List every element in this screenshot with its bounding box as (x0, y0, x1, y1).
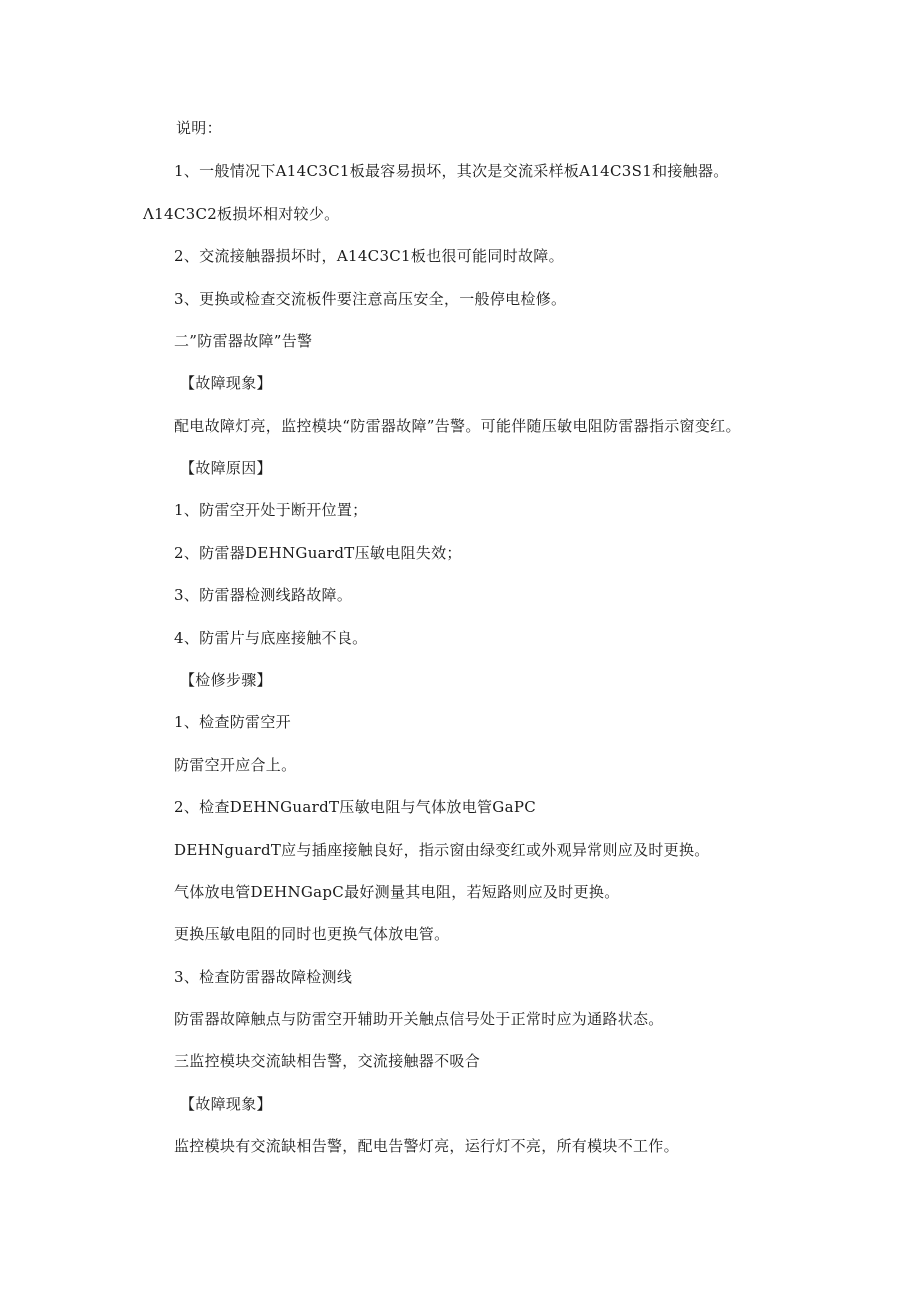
repair-step-2-text-a: DEHNguardT应与插座接触良好，指示窗由绿变红或外观异常则应及时更换。 (174, 841, 710, 859)
section-heading-3: 三监控模块交流缺相告警，交流接触器不吸合 (174, 1052, 481, 1070)
fault-cause-2: 2、防雷器DEHNGuardT压敏电阻失效； (174, 544, 462, 562)
repair-step-2-text-b: 气体放电管DEHNGapC最好测量其电阻，若短路则应及时更换。 (174, 883, 620, 901)
fault-symptom-heading: 【故障现象】 (180, 374, 272, 392)
fault-cause-heading: 【故障原因】 (180, 459, 272, 477)
repair-steps-heading: 【检修步骤】 (180, 671, 272, 689)
fault-symptom-text: 配电故障灯亮，监控模块“防雷器故障”告警。可能伴随压敏电阻防雷器指示窗变红。 (174, 417, 741, 435)
note-item-2: 2、交流接触器损坏时，A14C3C1板也很可能同时故障。 (174, 247, 564, 265)
note-item-1-continued: Λ14C3C2板损坏相对较少。 (143, 205, 340, 223)
repair-step-3-text: 防雷器故障触点与防雷空开辅助开关触点信号处于正常时应为通路状态。 (174, 1010, 664, 1028)
repair-step-1-text: 防雷空开应合上。 (174, 756, 297, 774)
section-heading-2: 二”防雷器故障”告警 (174, 332, 313, 350)
fault-symptom-heading-2: 【故障现象】 (180, 1095, 272, 1113)
fault-symptom-text-2: 监控模块有交流缺相告警，配电告警灯亮，运行灯不亮，所有模块不工作。 (174, 1137, 679, 1155)
fault-cause-1: 1、防雷空开处于断开位置； (174, 501, 368, 519)
repair-step-1: 1、检查防雷空开 (174, 713, 291, 731)
note-item-3: 3、更换或检查交流板件要注意高压安全，一般停电检修。 (174, 290, 567, 308)
note-item-1: 1、一般情况下A14C3C1板最容易损坏，其次是交流采样板A14C3S1和接触器。 (174, 162, 729, 180)
repair-step-2-text-c: 更换压敏电阻的同时也更换气体放电管。 (174, 925, 450, 943)
repair-step-3: 3、检查防雷器故障检测线 (174, 968, 353, 986)
note-heading: 说明： (176, 119, 222, 137)
fault-cause-4: 4、防雷片与底座接触不良。 (174, 629, 368, 647)
repair-step-2: 2、检查DEHNGuardT压敏电阻与气体放电管GaPC (174, 798, 536, 816)
fault-cause-3: 3、防雷器检测线路故障。 (174, 586, 353, 604)
